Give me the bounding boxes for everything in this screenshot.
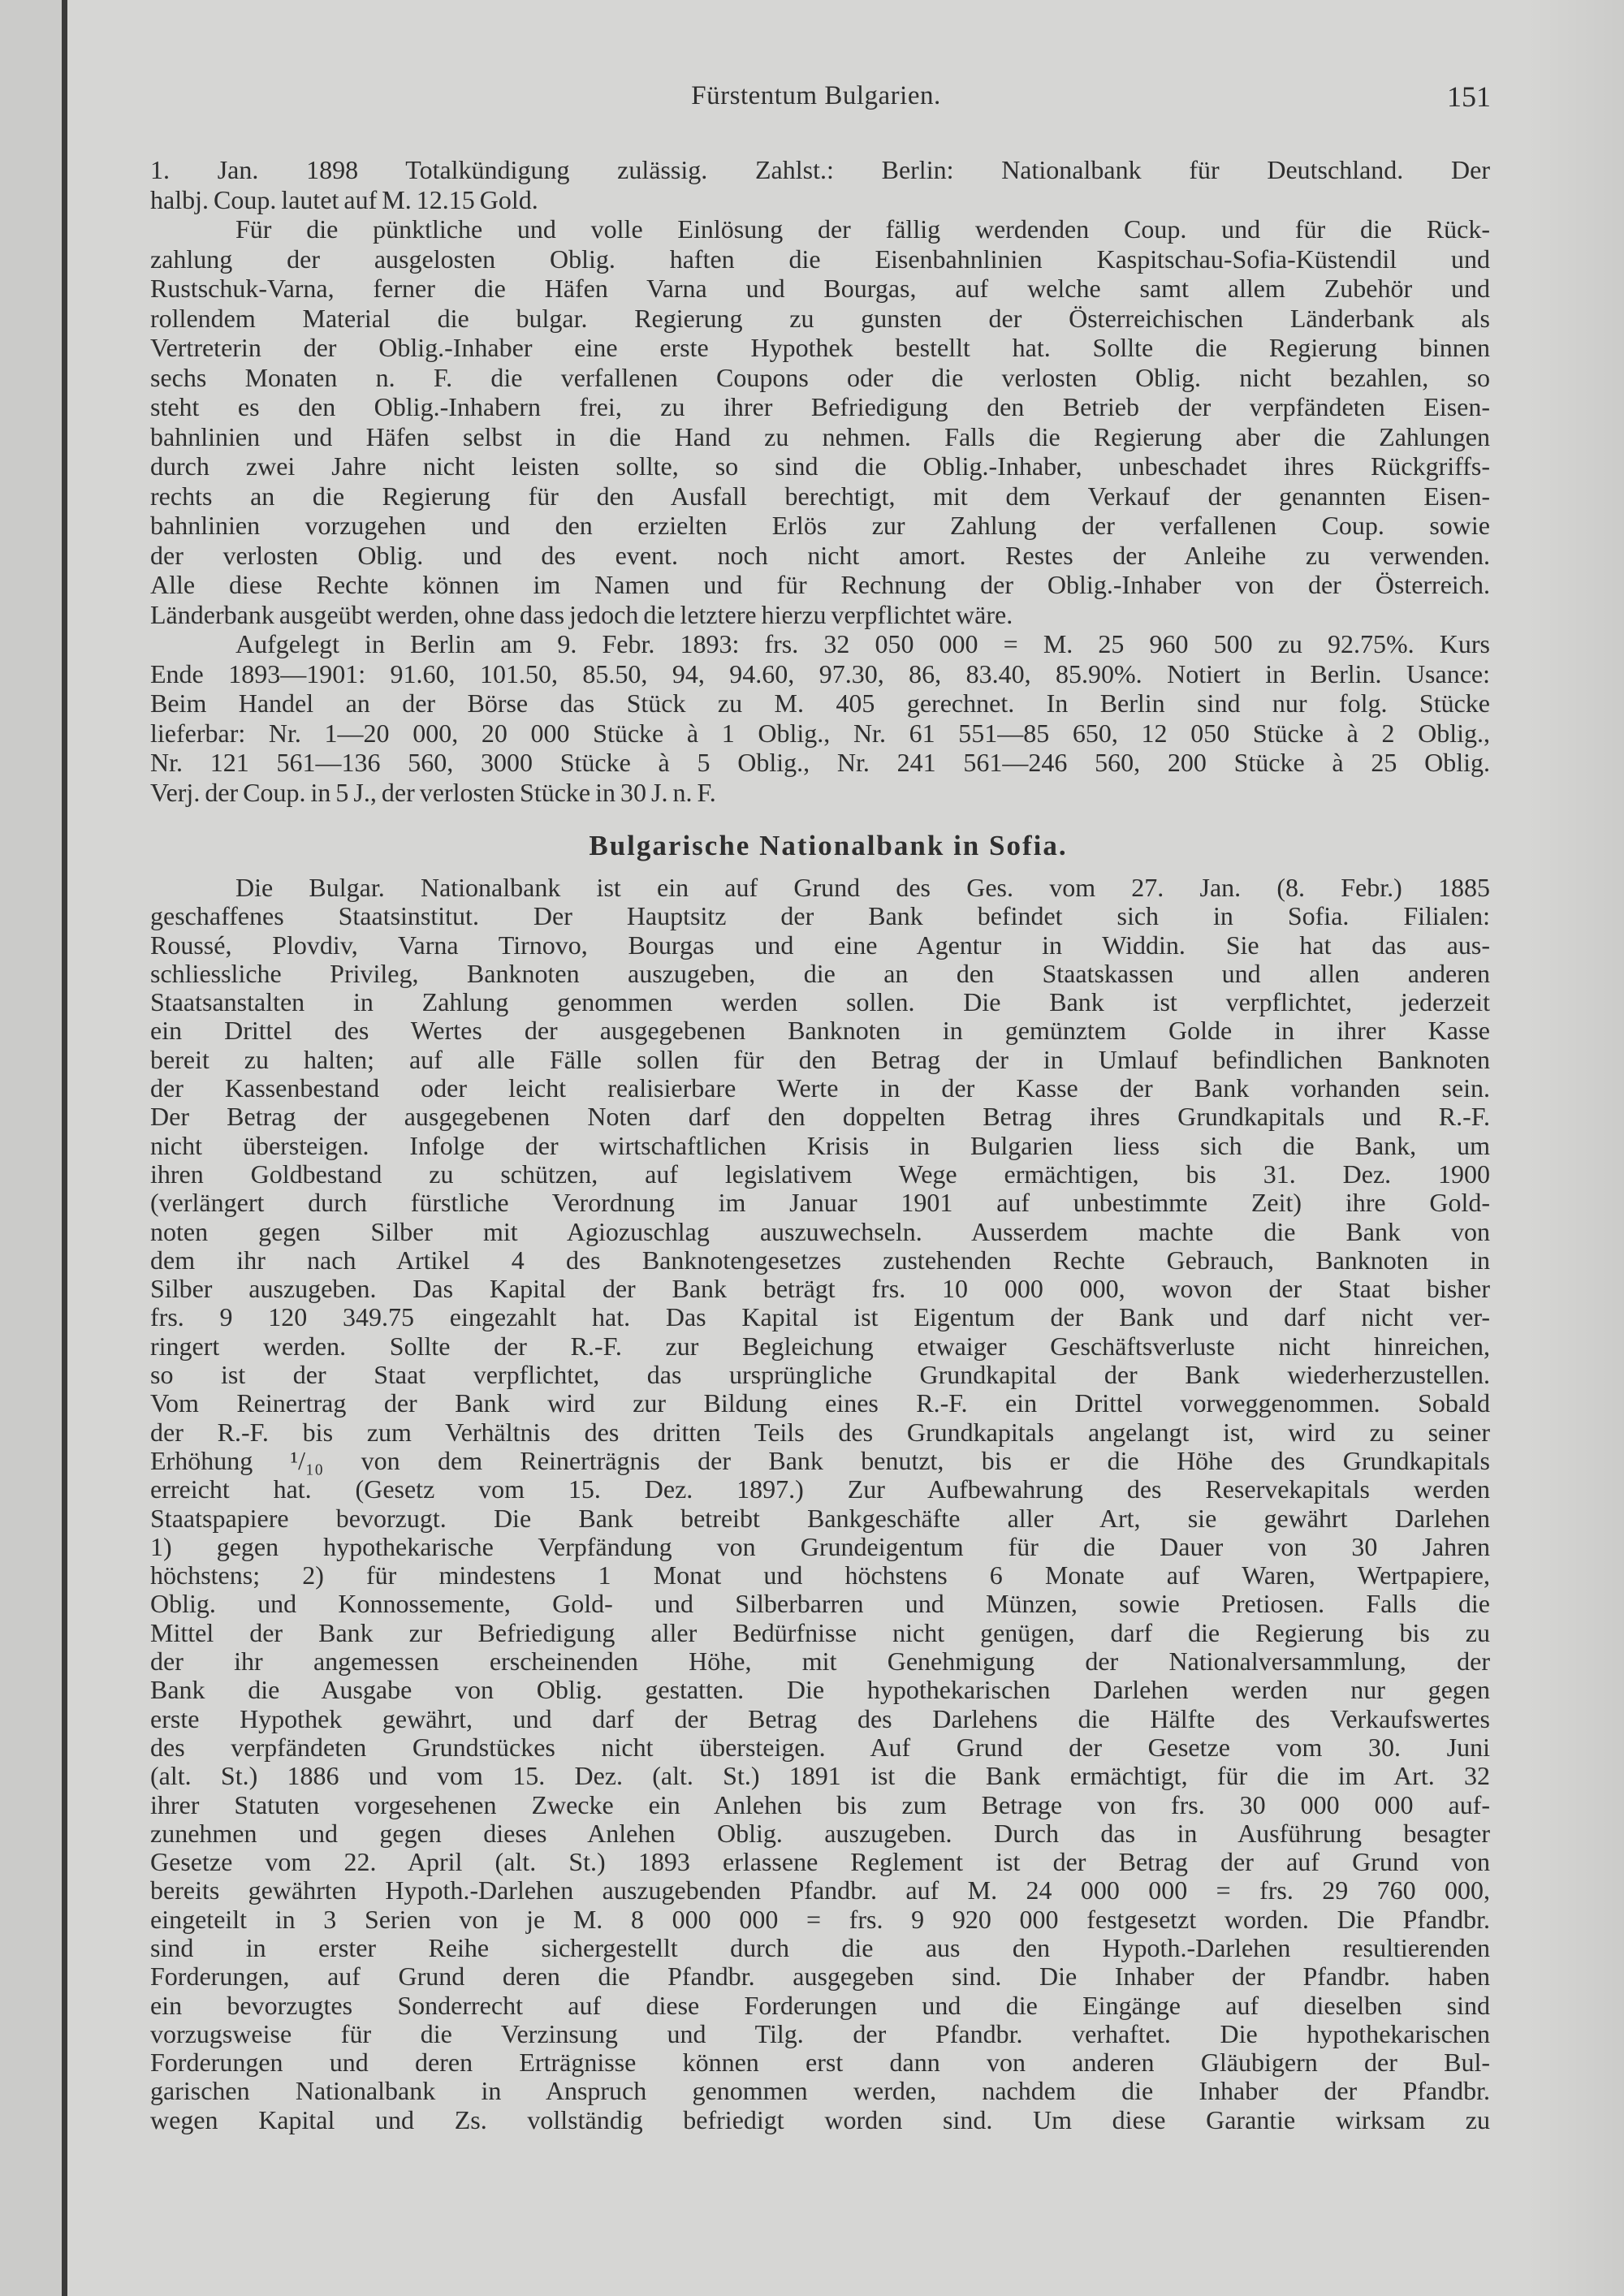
text-line: erste Hypothek gewährt, und darf der Betrag des Darlehens die Hälfte des Verkaufswertes [150,1703,1490,1733]
text-line: Staatspapiere bevorzugt. Die Bank betreibt Bankgeschäfte aller Art, sie gewährt Darlehen [150,1503,1490,1533]
text-line: der Kassenbestand oder leicht realisierbare Werte in der Kasse der Bank vorhanden sein. [150,1073,1490,1103]
text-line: höchstens; 2) für mindestens 1 Monat und höchstens 6 Monate auf Waren, Wertpapiere, [150,1560,1490,1590]
section-heading [0,830,1624,862]
text-line: Beim Handel an der Börse das Stück zu M. 405 gerechnet. In Berlin sind nur folg. Stücke [150,688,1490,718]
text-line: bereit zu halten; auf alle Fälle sollen für den Betrag der in Umlauf befindlichen Banknoten [150,1044,1490,1074]
page-binding-edge [62,0,67,2296]
text-line: (alt. St.) 1886 und vom 15. Dez. (alt. St.) 1891 ist die Bank ermächtigt, für die im Art. 32 [150,1761,1490,1791]
text-line: garischen Nationalbank in Anspruch genommen werden, nachdem die Inhaber der Pfandbr. [150,2076,1490,2106]
text-line: ein bevorzugtes Sonderrecht auf diese Forderungen und die Eingänge auf dieselben sind [150,1990,1490,2020]
text-line: Staatsanstalten in Zahlung genommen werden sollen. Die Bank ist verpflichtet, jederzeit [150,987,1490,1017]
scan-shading [1527,0,1624,2296]
text-line: bahnlinien vorzugehen und den erzielten Erlös zur Zahlung der verfallenen Coup. sowie [150,511,1490,540]
text-line: erreicht hat. (Gesetz vom 15. Dez. 1897.) Zur Aufbewahrung des Reservekapitals werden [150,1474,1490,1504]
text-line: Bank die Ausgabe von Oblig. gestatten. Die hypothekarischen Darlehen werden nur gegen [150,1675,1490,1705]
text-line: 1. Jan. 1898 Totalkündigung zulässig. Zahlst.: Berlin: Nationalbank für Deutschland. Der [150,155,1490,184]
bond-terms-section [150,155,1490,807]
text-line: der R.-F. bis zum Verhältnis des dritten Teils des Grundkapitals angelangt ist, wird zu seiner [150,1417,1490,1447]
running-head [0,81,1624,111]
text-line: Vom Reinertrag der Bank wird zur Bildung eines R.-F. ein Drittel vorweggenommen. Sobald [150,1388,1490,1418]
text-line: Erhöhung ¹/₁₀ von dem Reinerträgnis der Bank benutzt, bis er die Höhe des Grundkapitals [150,1445,1490,1475]
text-line: Für die pünktliche und volle Einlösung der fällig werdenden Coup. und für die Rück- [235,214,1490,244]
text-line: Mittel der Bank zur Befriedigung aller Bedürfnisse nicht genügen, darf die Regierung bis zu [150,1617,1490,1647]
text-line: Alle diese Rechte können im Namen und für Rechnung der Oblig.-Inhaber von der Österreich. [150,570,1490,599]
paragraph [150,874,1490,2134]
text-line: Gesetze vom 22. April (alt. St.) 1893 erlassene Reglement ist der Betrag der auf Grund von [150,1847,1490,1877]
text-line: Silber auszugeben. Das Kapital der Bank beträgt frs. 10 000 000, wovon der Staat bisher [150,1274,1490,1304]
scan-left-margin [0,0,63,2296]
text-line: noten gegen Silber mit Agiozuschlag auszuwechseln. Ausserdem machte die Bank von [150,1216,1490,1246]
text-line: so ist der Staat verpflichtet, das ursprüngliche Grundkapital der Bank wiederherzustellen. [150,1360,1490,1390]
text-line: (verlängert durch fürstliche Verordnung im Januar 1901 auf unbestimmte Zeit) ihre Gold- [150,1188,1490,1218]
text-line: schliessliche Privileg, Banknoten auszugeben, die an den Staatskassen und allen anderen [150,958,1490,988]
text-line: der ihr angemessen erscheinenden Höhe, mit Genehmigung der Nationalversammlung, der [150,1646,1490,1677]
text-line: zahlung der ausgelosten Oblig. haften die Eisenbahnlinien Kaspitschau-Sofia-Küstendil und [150,244,1490,274]
text-line: der verlosten Oblig. und des event. noch nicht amort. Restes der Anleihe zu verwenden. [150,540,1490,570]
text-line: eingeteilt in 3 Serien von je M. 8 000 000 = frs. 9 920 000 festgesetzt worden. Die Pfandbr. [150,1904,1490,1934]
text-line: Nr. 121 561—136 560, 3000 Stücke à 5 Oblig., Nr. 241 561—246 560, 200 Stücke à 25 Oblig. [150,748,1490,777]
text-line: Die Bulgar. Nationalbank ist ein auf Grund des Ges. vom 27. Jan. (8. Febr.) 1885 [235,873,1490,902]
text-line: Forderungen, auf Grund deren die Pfandbr. ausgegeben sind. Die Inhaber der Pfandbr. haben [150,1962,1490,1992]
text-line: Forderungen und deren Erträgnisse können erst dann von anderen Gläubigern der Bul- [150,2048,1490,2078]
text-line: wegen Kapital und Zs. vollständig befriedigt worden sind. Um diese Garantie wirksam zu [150,2104,1490,2134]
text-line: bereits gewährten Hypoth.-Darlehen auszugebenden Pfandbr. auf M. 24 000 000 = frs. 29 760 000, [150,1875,1490,1905]
text-line: rollendem Material die bulgar. Regierung zu gunsten der Österreichischen Länderbank als [150,303,1490,333]
nationalbank-section [150,874,1490,2134]
text-line: Rustschuk-Varna, ferner die Häfen Varna und Bourgas, auf welche samt allem Zubehör und [150,274,1490,303]
text-line: Vertreterin der Oblig.-Inhaber eine erste Hypothek bestellt hat. Sollte die Regierung binnen [150,333,1490,362]
text-line: des verpfändeten Grundstückes nicht übersteigen. Auf Grund der Gesetze vom 30. Juni [150,1732,1490,1762]
text-line: ihrer Statuten vorgesehenen Zwecke ein Anlehen bis zum Betrage von frs. 30 000 000 auf- [150,1789,1490,1819]
text-line: Aufgelegt in Berlin am 9. Febr. 1893: frs. 32 050 000 = M. 25 960 500 zu 92.75%. Kurs [235,629,1490,658]
text-line: steht es den Oblig.-Inhabern frei, zu ihrer Befriedigung den Betrieb der verpfändeten Eisen- [150,392,1490,421]
text-line: halbj. Coup. lautet auf M. 12.15 Gold. [150,184,538,214]
text-line: Verj. der Coup. in 5 J., der verlosten Stücke in 30 J. n. F. [150,777,716,807]
text-line: durch zwei Jahre nicht leisten sollte, so sind die Oblig.-Inhaber, unbeschadet ihres Rückgriffs- [150,451,1490,481]
text-line: Oblig. und Konnossemente, Gold- und Silberbarren und Münzen, sowie Pretiosen. Falls die [150,1589,1490,1619]
running-head-title: Fürstentum Bulgarien. [691,81,941,110]
text-line: zunehmen und gegen dieses Anlehen Oblig. auszugeben. Durch das in Ausführung besagter [150,1818,1490,1848]
text-line: bahnlinien und Häfen selbst in die Hand zu nehmen. Falls die Regierung aber die Zahlungen [150,421,1490,451]
text-line: Länderbank ausgeübt werden, ohne dass jedoch die letztere hierzu verpflichtet wäre. [150,599,1013,629]
paragraph [150,629,1490,807]
text-line: Roussé, Plovdiv, Varna Tirnovo, Bourgas und eine Agentur in Widdin. Sie hat das aus- [150,930,1490,960]
text-line: vorzugsweise für die Verzinsung und Tilg. der Pfandbr. verhaftet. Die hypothekarischen [150,2018,1490,2048]
text-line: ringert werden. Sollte der R.-F. zur Begleichung etwaiger Geschäftsverluste nicht hinreichen, [150,1331,1490,1361]
text-line: dem ihr nach Artikel 4 des Banknotengesetzes zustehenden Rechte Gebrauch, Banknoten in [150,1245,1490,1275]
text-line: nicht übersteigen. Infolge der wirtschaftlichen Krisis in Bulgarien liess sich die Bank, um [150,1130,1490,1160]
text-line: sind in erster Reihe sichergestellt durch die aus den Hypoth.-Darlehen resultierenden [150,1932,1490,1962]
paragraph [150,214,1490,629]
text-line: ein Drittel des Wertes der ausgegebenen Banknoten in gemünztem Golde in ihrer Kasse [150,1016,1490,1046]
text-line: 1) gegen hypothekarische Verpfändung von Grundeigentum für die Dauer von 30 Jahren [150,1531,1490,1561]
page-number: 151 [1447,80,1491,113]
text-line: sechs Monaten n. F. die verfallenen Coupons oder die verlosten Oblig. nicht bezahlen, so [150,362,1490,392]
text-line: rechts an die Regierung für den Ausfall berechtigt, mit dem Verkauf der genannten Eisen- [150,481,1490,511]
section-heading-text: Bulgarische Nationalbank in Sofia. [589,830,1068,861]
text-line: geschaffenes Staatsinstitut. Der Hauptsitz der Bank befindet sich in Sofia. Filialen: [150,901,1490,931]
text-line: ihren Goldbestand zu schützen, auf legislativem Wege ermächtigen, bis 31. Dez. 1900 [150,1159,1490,1189]
paragraph [150,155,1490,214]
text-line: frs. 9 120 349.75 eingezahlt hat. Das Kapital ist Eigentum der Bank und darf nicht ver- [150,1302,1490,1332]
text-line: lieferbar: Nr. 1—20 000, 20 000 Stücke à 1 Oblig., Nr. 61 551—85 650, 12 050 Stücke à 2 Oblig., [150,718,1490,748]
text-line: Der Betrag der ausgegebenen Noten darf den doppelten Betrag ihres Grundkapitals und R.-F. [150,1102,1490,1132]
text-line: Ende 1893—1901: 91.60, 101.50, 85.50, 94, 94.60, 97.30, 86, 83.40, 85.90%. Notiert in Berlin. Usance: [150,658,1490,688]
